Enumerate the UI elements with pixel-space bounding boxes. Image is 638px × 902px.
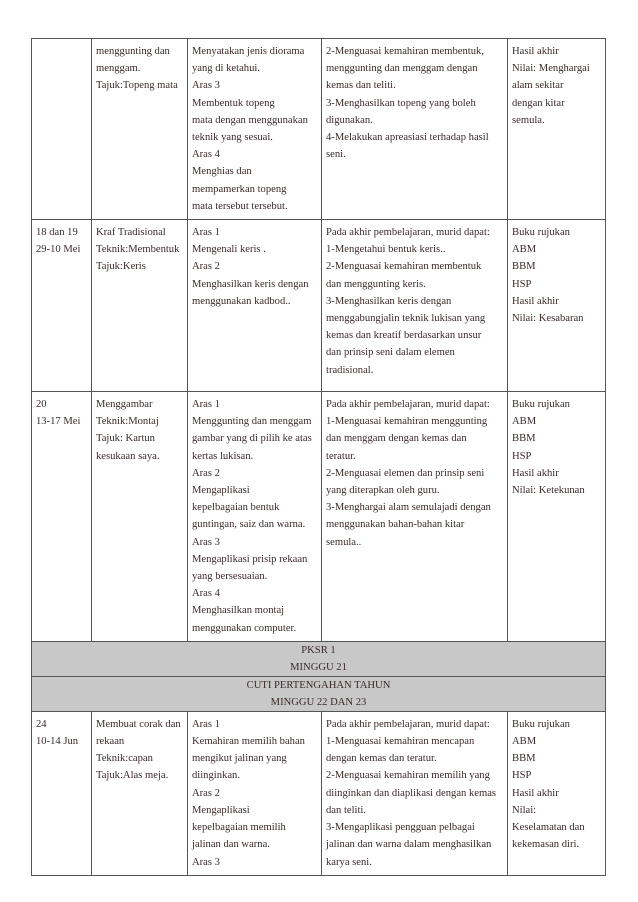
levels-cell (188, 39, 322, 220)
cell-line: 13-17 Mei (36, 416, 81, 428)
lesson-plan-table (31, 38, 606, 876)
cell-line: mata dengan menggunakan (192, 114, 308, 126)
cell-line: 1-Menguasai kemahiran menggunting (326, 416, 488, 428)
cell-line: dan menggunting keris. (326, 278, 426, 290)
cell-line: kepelbagaian bentuk (192, 502, 280, 514)
cell-line: 2-Menguasai elemen dan prinsip seni (326, 467, 485, 479)
cell-line: semula. (512, 114, 545, 126)
cell-line: BBM (512, 261, 536, 273)
outcomes-cell (322, 39, 508, 220)
cell-line: 3-Menghasilkan keris dengan (326, 295, 452, 307)
cell-line: dan prinsip seni dalam elemen (326, 347, 455, 359)
cell-line: Mengaplikasi (192, 485, 250, 497)
cell-line: Mengaplikasi prisip rekaan (192, 553, 308, 565)
cell-line: diinginkan. (192, 770, 240, 782)
section-band (32, 641, 606, 676)
cell-line: seni. (326, 149, 346, 161)
cell-line: kertas lukisan. (192, 450, 254, 462)
cell-line: 2-Menguasai kemahiran membentuk, (326, 46, 484, 57)
cell-line: kemas dan teliti. (326, 80, 396, 92)
theme-cell (92, 39, 188, 220)
cell-line: Hasil akhir (512, 295, 559, 307)
levels-cell (188, 220, 322, 392)
band-line: CUTI PERTENGAHAN TAHUN (246, 679, 391, 691)
resources-cell (508, 392, 606, 642)
cell-line: Aras 2 (192, 261, 220, 273)
cell-line: Mengenali keris . (192, 244, 266, 256)
table-row (32, 711, 606, 875)
cell-line: jalinan dan warna. (192, 839, 270, 851)
cell-line: ABM (512, 416, 537, 428)
cell-line: alam sekitar (512, 80, 564, 92)
table-row (32, 392, 606, 642)
cell-line: HSP (512, 278, 532, 290)
cell-line: Nilai: (512, 804, 537, 816)
cell-line: 3-Mengaplikasi pengguan pelbagai (326, 822, 475, 834)
cell-line: HSP (512, 770, 532, 782)
cell-line: tradisional. (326, 364, 374, 376)
cell-line: Teknik:capan (96, 753, 153, 765)
cell-line: Aras 1 (192, 718, 220, 730)
cell-line: BBM (512, 753, 536, 765)
cell-line: Teknik:Membentuk (96, 244, 180, 256)
cell-line: mata tersebut tersebut. (192, 200, 288, 212)
cell-line: Buku rujukan (512, 399, 570, 411)
outcomes-cell (322, 392, 508, 642)
lesson-plan-body (32, 39, 606, 876)
cell-line: Menyatakan jenis diorama (192, 46, 305, 57)
cell-line: Menggunting dan menggam (192, 416, 312, 428)
cell-line: Menghasilkan keris dengan (192, 278, 309, 290)
cell-line: ABM (512, 244, 537, 256)
cell-line: Membuat corak dan (96, 718, 181, 730)
cell-line: Menghias dan (192, 166, 252, 178)
resources-cell (508, 711, 606, 875)
cell-line: Hasil akhir (512, 787, 559, 799)
cell-line: Tajuk:Alas meja. (96, 770, 169, 782)
levels-cell (188, 711, 322, 875)
cell-line: 4-Melakukan apreasiasi terhadap hasil (326, 132, 489, 144)
cell-line: Hasil akhir (512, 46, 559, 57)
cell-line: Keselamatan dan (512, 822, 585, 834)
cell-line: 29-10 Mei (36, 244, 81, 256)
cell-line: gambar yang di pilih ke atas (192, 433, 312, 445)
cell-line: 2-Menguasai kemahiran memilih yang (326, 770, 490, 782)
cell-line: Teknik:Montaj (96, 416, 159, 428)
cell-line: 1-Mengetahui bentuk keris.. (326, 244, 446, 256)
cell-line: 3-Menghasilkan topeng yang boleh (326, 97, 476, 109)
resources-cell (508, 220, 606, 392)
cell-line: Aras 2 (192, 467, 220, 479)
cell-line: Membentuk topeng (192, 97, 275, 109)
cell-line: menggunakan computer. (192, 622, 297, 634)
cell-line: Aras 3 (192, 80, 220, 92)
cell-line: teratur. (326, 450, 356, 462)
outcomes-cell (322, 711, 508, 875)
cell-line: dan teliti. (326, 804, 367, 816)
cell-line: diinginkan dan diaplikasi dengan kemas (326, 787, 497, 799)
levels-cell (188, 392, 322, 642)
cell-line: rekaan (96, 736, 125, 748)
cell-line: Pada akhir pembelajaran, murid dapat: (326, 227, 490, 239)
cell-line: 1-Menguasai kemahiran mencapan (326, 736, 475, 748)
cell-line: 2-Menguasai kemahiran membentuk (326, 261, 482, 273)
cell-line: Aras 1 (192, 227, 220, 239)
theme-cell (92, 392, 188, 642)
cell-line: mengikut jalinan yang (192, 753, 287, 765)
cell-line: Tajuk:Keris (96, 261, 146, 273)
cell-line: menggunakan kadbod.. (192, 295, 291, 307)
cell-line: Menghasilkan montaj (192, 605, 285, 617)
cell-line: HSP (512, 450, 532, 462)
cell-line: guntingan, saiz dan warna. (192, 519, 306, 531)
cell-line: Pada akhir pembelajaran, murid dapat: (326, 718, 490, 730)
cell-line: dengan kemas dan teratur. (326, 753, 437, 765)
cell-line: 3-Menghargai alam semulajadi dengan (326, 502, 491, 514)
cell-line: menggam. (96, 63, 141, 75)
cell-line: Tajuk: Kartun (96, 433, 155, 445)
cell-line: kesukaan saya. (96, 450, 160, 462)
cell-line: Kemahiran memilih bahan (192, 736, 305, 748)
cell-line: 20 (36, 399, 47, 411)
cell-line: menggabungjalin teknik lukisan yang (326, 313, 486, 325)
cell-line: Kraf Tradisional (96, 227, 166, 239)
week-cell (32, 39, 92, 220)
theme-cell (92, 711, 188, 875)
cell-line: kekemasan diri. (512, 839, 580, 851)
cell-line: Aras 3 (192, 856, 220, 868)
cell-line: Aras 2 (192, 787, 220, 799)
cell-line: ABM (512, 736, 537, 748)
theme-cell (92, 220, 188, 392)
cell-line: kepelbagaian memilih (192, 822, 286, 834)
table-row (32, 220, 606, 392)
outcomes-cell (322, 220, 508, 392)
cell-line: Hasil akhir (512, 467, 559, 479)
cell-line: kemas dan kreatif berdasarkan unsur (326, 330, 482, 342)
cell-line: dan menggam dengan kemas dan (326, 433, 467, 445)
cell-line: Nilai: Menghargai (512, 63, 590, 75)
cell-line: Nilai: Ketekunan (512, 485, 585, 497)
cell-line: yang bersesuaian. (192, 571, 268, 583)
cell-line: Buku rujukan (512, 718, 570, 730)
cell-line: Aras 1 (192, 399, 220, 411)
cell-line: menggunting dan (96, 46, 170, 57)
band-cell (32, 641, 606, 676)
cell-line: 24 (36, 718, 47, 730)
band-line: MINGGU 21 (290, 661, 347, 673)
section-band (32, 676, 606, 711)
resources-cell (508, 39, 606, 220)
cell-line: karya seni. (326, 856, 372, 868)
cell-line: Aras 3 (192, 536, 220, 548)
table-row (32, 39, 606, 220)
cell-line: Mengaplikasi (192, 804, 250, 816)
cell-line: menggunakan bahan-bahan kitar (326, 519, 465, 531)
cell-line: Aras 4 (192, 588, 220, 600)
cell-line: menggunting dan menggam dengan (326, 63, 478, 75)
band-cell (32, 676, 606, 711)
cell-line: yang di ketahui. (192, 63, 260, 75)
cell-line: dengan kitar (512, 97, 565, 109)
cell-line: digunakan. (326, 114, 373, 126)
week-cell (32, 711, 92, 875)
cell-line: Menggambar (96, 399, 153, 411)
week-cell (32, 220, 92, 392)
cell-line: semula.. (326, 536, 362, 548)
cell-line: 18 dan 19 (36, 227, 78, 239)
cell-line: jalinan dan warna dalam menghasilkan (326, 839, 492, 851)
week-cell (32, 392, 92, 642)
cell-line: mempamerkan topeng (192, 183, 287, 195)
cell-line: 10-14 Jun (36, 736, 79, 748)
cell-line: yang diterapkan oleh guru. (326, 485, 440, 497)
cell-line: BBM (512, 433, 536, 445)
cell-line: teknik yang sesuai. (192, 132, 273, 144)
band-line: MINGGU 22 DAN 23 (270, 696, 367, 708)
band-line: PKSR 1 (301, 644, 336, 656)
cell-line: Nilai: Kesabaran (512, 313, 584, 325)
cell-line: Tajuk:Topeng mata (96, 80, 178, 92)
cell-line: Pada akhir pembelajaran, murid dapat: (326, 399, 490, 411)
cell-line: Aras 4 (192, 149, 220, 161)
cell-line: Buku rujukan (512, 227, 570, 239)
